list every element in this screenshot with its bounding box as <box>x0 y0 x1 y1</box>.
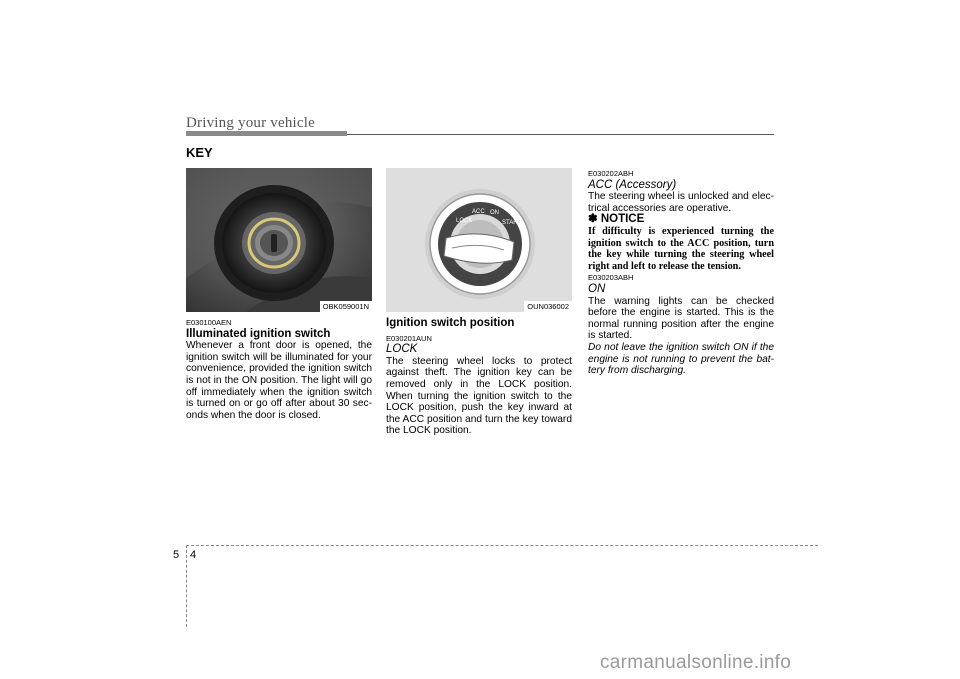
section-code-on: E030203ABH <box>588 273 634 283</box>
section-code: E030201AUN <box>386 333 432 343</box>
header-rule-thick <box>186 131 347 136</box>
column-acc-on <box>588 168 774 377</box>
notice-title: ✽ NOTICE <box>588 213 645 226</box>
section-heading: Illuminated ignition switch <box>186 327 331 340</box>
section-heading: Ignition switch position <box>386 317 515 329</box>
column-illuminated-switch <box>186 317 372 421</box>
body-on: The warning lights can be checked before the engine is started. This is the normal running position after the engine is started. <box>588 295 774 342</box>
chapter-number: 5 <box>173 549 180 561</box>
subheading-lock: LOCK <box>386 343 418 356</box>
footer-vertical-rule <box>186 545 187 627</box>
dial-label-acc: ACC <box>472 209 485 215</box>
header-rule-thin <box>347 134 774 135</box>
section-title: KEY <box>186 145 213 160</box>
section-body: The steering wheel locks to protect against theft. The ignition key can be removed only in the LOCK position. When turning the ignition switch to the LOCK position, push the key inward at the ACC position and turn the key toward the LOCK position. <box>386 355 572 437</box>
ignition-switch-illustration <box>186 168 372 312</box>
section-body: Whenever a front door is opened, the ignition switch will be illuminated for your convenience, provided the ignition switch is not in the ON position. The light will go off immediately when the ignition switch is turned on or go off after about 30 sec-onds when the door is closed. <box>186 340 372 421</box>
notice-body: If difficulty is experienced turning the ignition switch to the ACC position, turn the key while turning the steering wheel right and left to release the tension. <box>588 225 774 272</box>
ignition-dial-diagram <box>386 168 572 312</box>
section-code: E030100AEN <box>186 318 232 327</box>
body-acc: The steering wheel is unlocked and elec-trical accessories are operative. <box>588 191 774 214</box>
subheading-acc: ACC (Accessory) <box>588 178 677 191</box>
page-number: 4 <box>190 549 197 561</box>
ignition-dial-illustration <box>386 168 572 312</box>
dial-label-on: ON <box>490 210 499 216</box>
watermark: carmanualsonline.info <box>600 652 792 673</box>
ignition-switch-photo <box>186 168 372 312</box>
photo-caption: OUN036002 <box>524 301 572 312</box>
subheading-on: ON <box>588 282 606 295</box>
column-ignition-position <box>386 318 572 437</box>
section-code-acc: E030202ABH <box>588 169 634 178</box>
page-header-title: Driving your vehicle <box>186 115 315 131</box>
footer-rule <box>186 545 818 546</box>
body-on-warning: Do not leave the ignition switch ON if the engine is not running to prevent the bat-tery from discharging. <box>588 341 774 377</box>
dial-label-start: START <box>502 220 522 226</box>
dial-label-lock: LOCK <box>456 218 473 224</box>
photo-caption: OBK059001N <box>320 301 372 312</box>
